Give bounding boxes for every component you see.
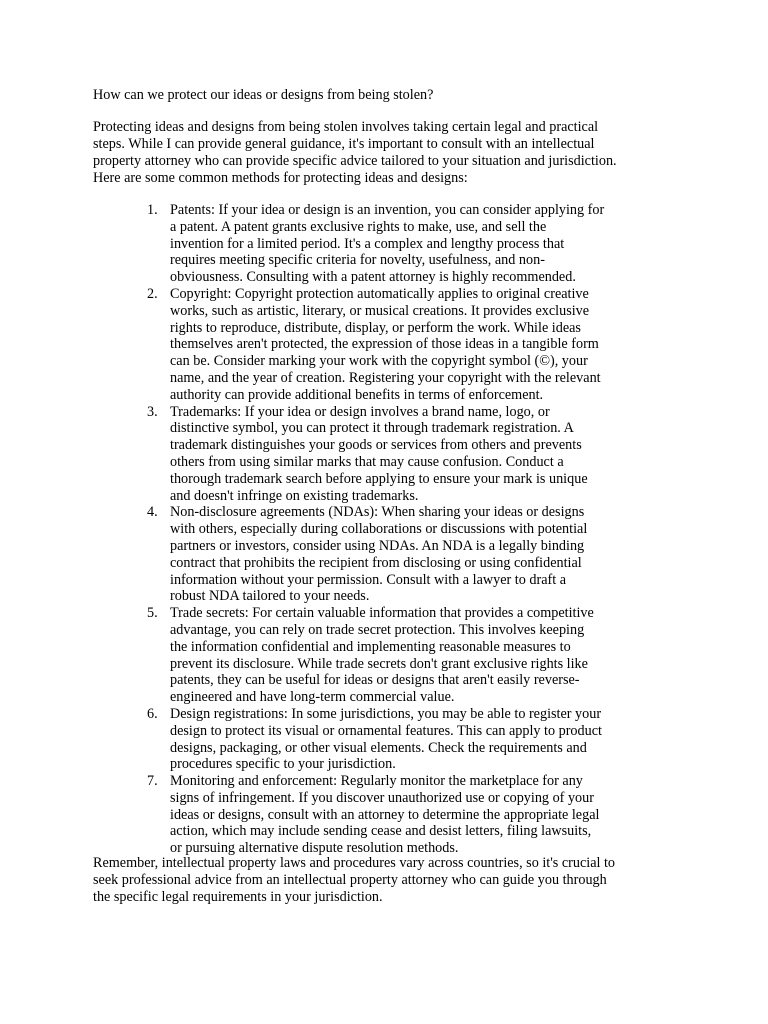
closing-line: the specific legal requirements in your jurisdiction.	[93, 889, 383, 905]
list-item-line: name, and the year of creation. Registering your copyright with the relevant	[170, 369, 601, 386]
list-item-number: 4.	[147, 504, 158, 521]
list-item	[93, 404, 683, 505]
list-item-line: requires meeting specific criteria for novelty, usefulness, and non-	[170, 252, 545, 269]
list-item-line: invention for a limited period. It's a complex and lengthy process that	[170, 235, 565, 252]
list-item-number: 7.	[147, 773, 158, 790]
list-item-line: a patent. A patent grants exclusive rights to make, use, and sell the	[170, 218, 547, 235]
list-item-line: with others, especially during collaborations or discussions with potential	[170, 521, 588, 538]
list-item-line: authority can provide additional benefits in terms of enforcement.	[170, 386, 544, 403]
list-item-line: procedures specific to your jurisdiction.	[170, 756, 396, 773]
list-item-line: Monitoring and enforcement: Regularly monitor the marketplace for any	[170, 773, 583, 790]
list-item	[93, 504, 683, 605]
list-item-line: themselves aren't protected, the expression of those ideas in a tangible form	[170, 336, 599, 353]
closing-paragraph	[93, 855, 693, 906]
list-item	[93, 605, 683, 706]
list-item	[93, 706, 683, 773]
list-item-line: and doesn't infringe on existing trademarks.	[170, 487, 419, 504]
list-item-line: distinctive symbol, you can protect it through trademark registration. A	[170, 420, 574, 437]
closing-line: seek professional advice from an intellectual property attorney who can guide you through	[93, 872, 607, 888]
closing-line: Remember, intellectual property laws and procedures vary across countries, so it's crucial to	[93, 855, 616, 871]
list-item-line: Patents: If your idea or design is an invention, you can consider applying for	[170, 202, 605, 218]
list-item-line: works, such as artistic, literary, or musical creations. It provides exclusive	[170, 302, 590, 319]
list-item-number: 5.	[147, 605, 158, 622]
list-item-line: engineered and have long-term commercial value.	[170, 689, 455, 706]
intro-line: Here are some common methods for protecting ideas and designs:	[93, 170, 468, 186]
list-item-line: action, which may include sending cease and desist letters, filing lawsuits,	[170, 823, 592, 840]
list-item-line: the information confidential and implementing reasonable measures to	[170, 638, 571, 655]
list-item-line: others from using similar marks that may cause confusion. Conduct a	[170, 453, 564, 470]
question-heading: How can we protect our ideas or designs from being stolen?	[93, 87, 434, 103]
list-item-line: information without your permission. Consult with a lawyer to draft a	[170, 571, 567, 588]
list-item-line: designs, packaging, or other visual elements. Check the requirements and	[170, 739, 587, 756]
list-item	[93, 202, 683, 286]
list-item-line: prevent its disclosure. While trade secrets don't grant exclusive rights like	[170, 655, 588, 672]
list-item-number: 6.	[147, 705, 158, 722]
list-item-line: obviousness. Consulting with a patent attorney is highly recommended.	[170, 269, 576, 286]
list-item-line: partners or investors, consider using NDAs. An NDA is a legally binding	[170, 537, 585, 554]
list-item-line: thorough trademark search before applying to ensure your mark is unique	[170, 470, 588, 487]
list-item-line: signs of infringement. If you discover unauthorized use or copying of your	[170, 789, 594, 806]
list-item	[93, 773, 683, 857]
list-item-line: Trademarks: If your idea or design involves a brand name, logo, or	[170, 403, 550, 420]
list-item-number: 2.	[147, 285, 158, 302]
intro-paragraph	[93, 119, 683, 187]
list-item-number: 3.	[147, 403, 158, 420]
list-item-line: advantage, you can rely on trade secret protection. This involves keeping	[170, 621, 585, 638]
protection-methods-list	[93, 202, 683, 857]
list-item-line: or pursuing alternative dispute resolution methods.	[170, 840, 459, 857]
intro-line: steps. While I can provide general guidance, it's important to consult with an intellectual	[93, 136, 595, 152]
list-item-line: robust NDA tailored to your needs.	[170, 588, 370, 605]
list-item-line: Trade secrets: For certain valuable information that provides a competitive	[170, 605, 594, 622]
list-item-line: Non-disclosure agreements (NDAs): When sharing your ideas or designs	[170, 504, 585, 521]
list-item-line: design to protect its visual or ornamental features. This can apply to product	[170, 722, 602, 739]
list-item-line: Copyright: Copyright protection automatically applies to original creative	[170, 285, 589, 302]
list-item-line: Design registrations: In some jurisdictions, you may be able to register your	[170, 705, 602, 722]
intro-line: Protecting ideas and designs from being stolen involves taking certain legal and practical	[93, 119, 599, 135]
list-item-line: can be. Consider marking your work with the copyright symbol (©), your	[170, 353, 588, 370]
list-item-line: ideas or designs, consult with an attorney to determine the appropriate legal	[170, 806, 600, 823]
list-item-line: trademark distinguishes your goods or services from others and prevents	[170, 437, 582, 454]
list-item-line: rights to reproduce, distribute, display, or perform the work. While ideas	[170, 319, 581, 336]
list-item	[93, 286, 683, 404]
list-item-line: contract that prohibits the recipient from disclosing or using confidential	[170, 554, 582, 571]
list-item-number: 1.	[147, 202, 158, 218]
intro-line: property attorney who can provide specific advice tailored to your situation and jurisdiction.	[93, 153, 617, 169]
list-item-line: patents, they can be useful for ideas or designs that aren't easily reverse-	[170, 672, 580, 689]
